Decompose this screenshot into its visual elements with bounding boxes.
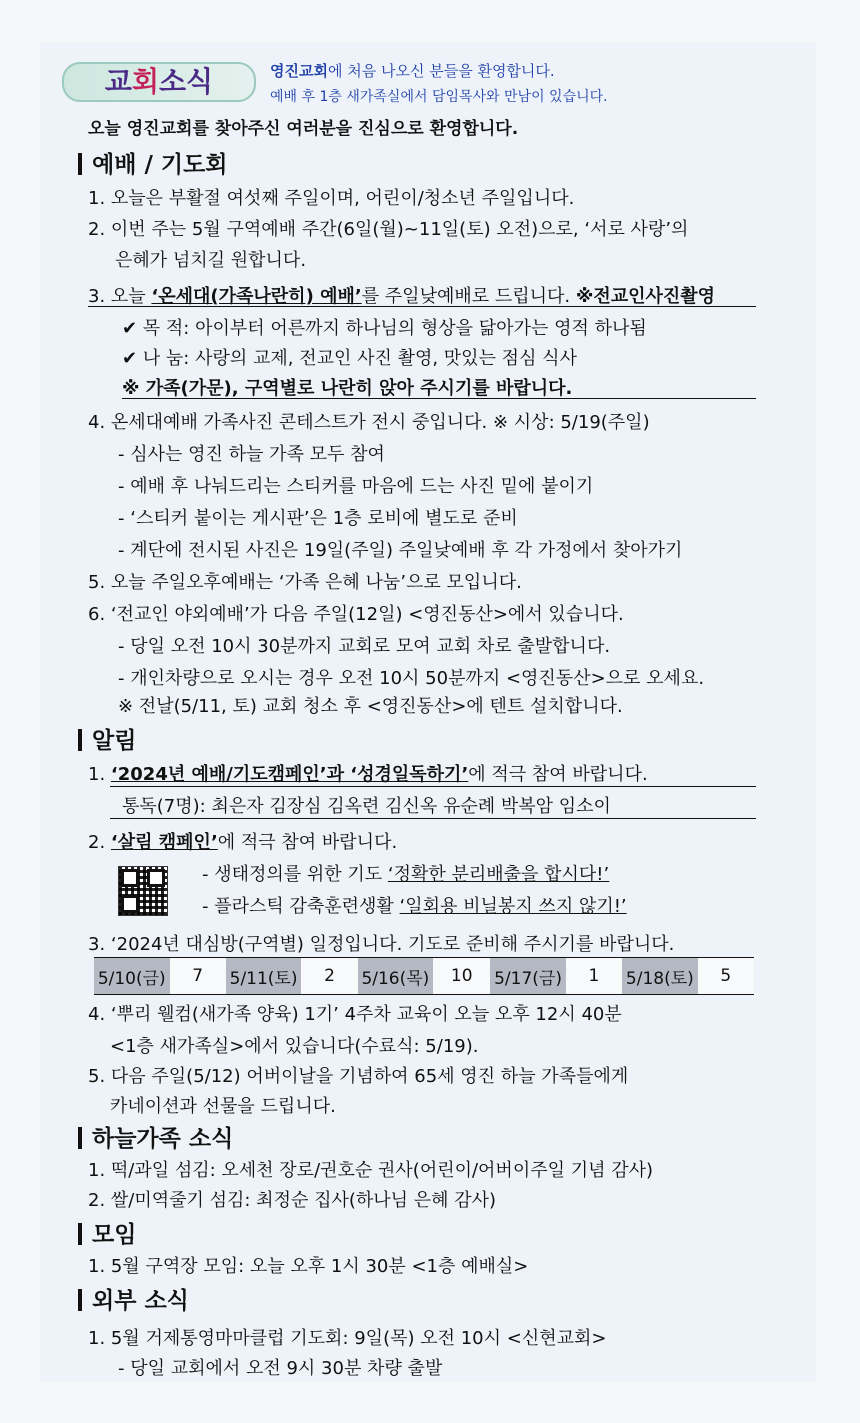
notice-item-3: 3. ‘2024년 대심방(구역별) 일정입니다. 기도로 준비해 주시기를 바랍니다. bbox=[88, 934, 675, 955]
item-text: - 플라스틱 감축훈련생활 bbox=[202, 896, 400, 917]
welcome-line-2: 예배 후 1층 새가족실에서 담임목사와 만남이 있습니다. bbox=[270, 89, 608, 105]
section-worship-title: 예배 / 기도회 bbox=[78, 146, 228, 179]
qr-code-icon[interactable] bbox=[118, 866, 168, 916]
church-name: 영진교회 bbox=[270, 62, 328, 80]
notice-item-2 bbox=[88, 828, 397, 854]
badge-char-2: 회 bbox=[131, 65, 159, 98]
section-external-title: 외부 소식 bbox=[78, 1282, 189, 1315]
qr-corner bbox=[147, 869, 165, 887]
worship-item-6a: - 당일 오전 10시 30분까지 교회로 모여 교회 차로 출발합니다. bbox=[118, 636, 611, 657]
badge-char-3: 소식 bbox=[159, 65, 214, 98]
section-family-title: 하늘가족 소식 bbox=[78, 1120, 233, 1153]
worship-item-4d: - 계단에 전시된 사진은 19일(주일) 주일낮예배 후 각 가정에서 찾아가기 bbox=[118, 540, 683, 561]
notice-item-4-cont: <1층 새가족실>에서 있습니다(수료식: 5/19). bbox=[110, 1036, 479, 1057]
family-item-2: 2. 쌀/미역줄기 섬김: 최정순 집사(하나님 은혜 감사) bbox=[88, 1190, 497, 1211]
table-row bbox=[94, 958, 754, 995]
divider bbox=[122, 398, 756, 399]
worship-item-6b: - 개인차량으로 오시는 경우 오전 10시 50분까지 <영진동산>으로 오세요. bbox=[118, 668, 705, 689]
worship-item-3-purpose: ✔ 목 적: 아이부터 어른까지 하나님의 형상을 닮아가는 영적 하나됨 bbox=[122, 318, 647, 339]
schedule-date: 5/11(토) bbox=[226, 958, 302, 995]
worship-item-4c: - ‘스티커 붙이는 게시판’은 1층 로비에 별도로 준비 bbox=[118, 508, 518, 529]
greeting: 오늘 영진교회를 찾아주신 여러분을 진심으로 환영합니다. bbox=[88, 119, 519, 139]
worship-item-1: 1. 오늘은 부활절 여섯째 주일이며, 어린이/청소년 주일입니다. bbox=[88, 188, 575, 209]
notice-item-5-cont: 카네이션과 선물을 드립니다. bbox=[110, 1096, 336, 1117]
family-item-1: 1. 떡/과일 섬김: 오세천 장로/권호순 권사(어린이/어버이주일 기념 감사) bbox=[88, 1160, 654, 1181]
worship-item-5: 5. 오늘 주일오후예배는 ‘가족 은혜 나눔’으로 모입니다. bbox=[88, 572, 522, 593]
worship-item-4a: - 심사는 영진 하늘 가족 모두 참여 bbox=[118, 444, 385, 465]
notice-item-4: 4. ‘뿌리 웰컴(새가족 양육) 1기’ 4주차 교육이 오늘 오후 12시 40분 bbox=[88, 1004, 622, 1025]
campaign-name: ‘살림 캠페인’ bbox=[110, 832, 218, 853]
visitation-schedule-table bbox=[94, 957, 754, 995]
schedule-date: 5/17(금) bbox=[490, 958, 566, 995]
schedule-count: 2 bbox=[301, 958, 357, 995]
meeting-item-1: 1. 5월 구역장 모임: 오늘 오후 1시 30분 <1층 예배실> bbox=[88, 1256, 529, 1277]
section-meeting-title: 모임 bbox=[78, 1216, 136, 1249]
notice-item-1-readers: 통독(7명): 최은자 김장심 김옥련 김신옥 유순례 박복암 임소이 bbox=[122, 796, 611, 817]
divider bbox=[110, 786, 756, 787]
item-3-note: ※전교인사진촬영 bbox=[575, 286, 716, 307]
qr-corner bbox=[121, 869, 139, 887]
item-3-text: 를 주일낮예배로 드립니다. bbox=[361, 286, 576, 307]
schedule-count: 7 bbox=[170, 958, 226, 995]
worship-item-6: 6. ‘전교인 야외예배’가 다음 주일(12일) <영진동산>에서 있습니다. bbox=[88, 604, 624, 625]
schedule-date: 5/10(금) bbox=[94, 958, 170, 995]
section-notice-title: 알림 bbox=[78, 722, 136, 755]
divider bbox=[110, 818, 756, 819]
worship-item-2: 2. 이번 주는 5월 구역예배 주간(6일(월)~11일(토) 오전)으로, ‘서로 사랑’의 bbox=[88, 219, 689, 240]
worship-item-4: 4. 온세대예배 가족사진 콘테스트가 전시 중입니다. ※ 시상: 5/19(주일) bbox=[88, 412, 650, 433]
badge-char-1: 교 bbox=[104, 65, 132, 98]
worship-item-4b: - 예배 후 나눠드리는 스티커를 마음에 드는 사진 밑에 붙이기 bbox=[118, 476, 594, 497]
schedule-count: 5 bbox=[698, 958, 754, 995]
item-prefix: 2. bbox=[88, 832, 111, 853]
notice-item-1 bbox=[88, 760, 648, 786]
worship-item-3-sharing: ✔ 나 눔: 사랑의 교제, 전교인 사진 촬영, 맛있는 점심 식사 bbox=[122, 348, 577, 369]
worship-item-3 bbox=[88, 282, 715, 308]
item-prefix: 1. bbox=[88, 764, 111, 785]
church-news-badge bbox=[62, 62, 256, 102]
notice-item-2a bbox=[202, 860, 609, 886]
qr-corner bbox=[121, 895, 139, 913]
item-text: 에 적극 참여 바랍니다. bbox=[217, 832, 398, 853]
item-3-underlined: ‘온세대(가족나란히) 예배’ bbox=[151, 286, 362, 307]
worship-item-3-request: ※ 가족(가문), 구역별로 나란히 앉아 주시기를 바랍니다. bbox=[122, 378, 573, 399]
welcome-line-1 bbox=[270, 60, 555, 81]
schedule-date: 5/18(토) bbox=[622, 958, 698, 995]
schedule-date: 5/16(목) bbox=[358, 958, 434, 995]
worship-item-6c: ※ 전날(5/11, 토) 교회 청소 후 <영진동산>에 텐트 설치합니다. bbox=[118, 696, 623, 717]
item-3-prefix: 3. 오늘 bbox=[88, 286, 152, 307]
notice-item-2b bbox=[202, 892, 627, 918]
slogan: ‘일회용 비닐봉지 쓰지 않기!’ bbox=[399, 896, 627, 917]
slogan: ‘정확한 분리배출을 합시다!’ bbox=[387, 864, 610, 885]
item-text: 에 적극 참여 바랍니다. bbox=[468, 764, 648, 785]
schedule-count: 10 bbox=[433, 958, 490, 995]
schedule-count: 1 bbox=[566, 958, 622, 995]
external-item-1a: - 당일 교회에서 오전 9시 30분 차량 출발 bbox=[118, 1358, 443, 1379]
worship-item-2-cont: 은혜가 넘치길 원합니다. bbox=[115, 250, 307, 271]
campaign-names: ‘2024년 예배/기도캠페인’과 ‘성경일독하기’ bbox=[110, 764, 469, 785]
welcome-text: 에 처음 나오신 분들을 환영합니다. bbox=[327, 62, 555, 80]
external-item-1: 1. 5월 거제통영마마클럽 기도회: 9일(목) 오전 10시 <신현교회> bbox=[88, 1328, 607, 1349]
divider bbox=[88, 306, 756, 307]
notice-item-5: 5. 다음 주일(5/12) 어버이날을 기념하여 65세 영진 하늘 가족들에게 bbox=[88, 1066, 629, 1087]
item-text: - 생태정의를 위한 기도 bbox=[202, 864, 388, 885]
